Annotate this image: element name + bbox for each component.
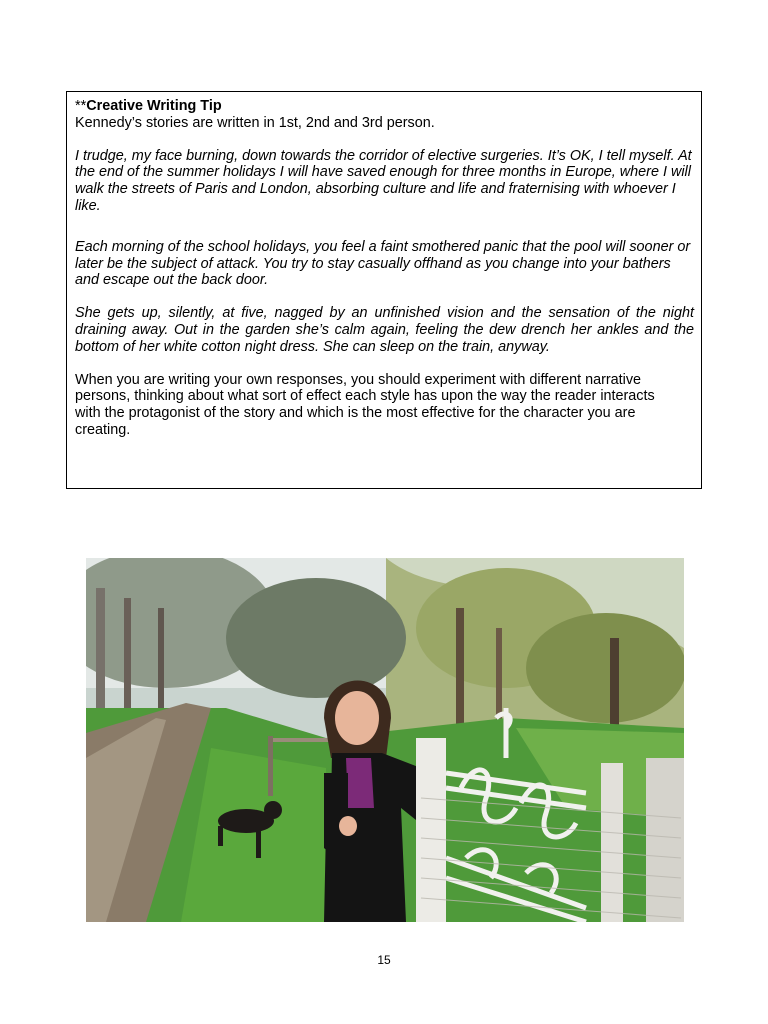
page-number: 15: [377, 953, 391, 967]
tip-prefix: **: [75, 98, 87, 114]
tip-title: Creative Writing Tip: [86, 98, 222, 114]
second-person-excerpt: Each morning of the school holidays, you feel a faint smothered panic that the pool will sooner or later be the subject of attack. You try to stay casually offhand as you change into your bathers and escape out the back door.: [75, 238, 691, 289]
tip-heading: [75, 98, 694, 115]
tip-intro: Kennedy’s stories are written in 1st, 2nd and 3rd person.: [75, 114, 435, 131]
tip-closing: When you are writing your own responses, you should experiment with different narrative persons, thinking about what sort of effect each style has upon the way the reader interacts with the protagonist of the story and which is the most effective for the character you are creating.: [75, 371, 655, 438]
creative-writing-tip-box: [66, 91, 702, 489]
third-person-excerpt: She gets up, silently, at five, nagged by an unfinished vision and the sensation of the night draining away. Out in the garden she’s calm again, feeling the dew drench her ankles and the bottom of her white cotton night dress. She can sleep on the train, anyway.: [75, 305, 694, 355]
author-photo: [86, 558, 684, 922]
first-person-excerpt: I trudge, my face burning, down towards the corridor of elective surgeries. It’s OK, I tell myself. At the end of the summer holidays I will have saved enough for three months in Europe, where I will walk the streets of Paris and London, absorbing culture and life and fraternising with whoever I like.: [75, 147, 692, 214]
